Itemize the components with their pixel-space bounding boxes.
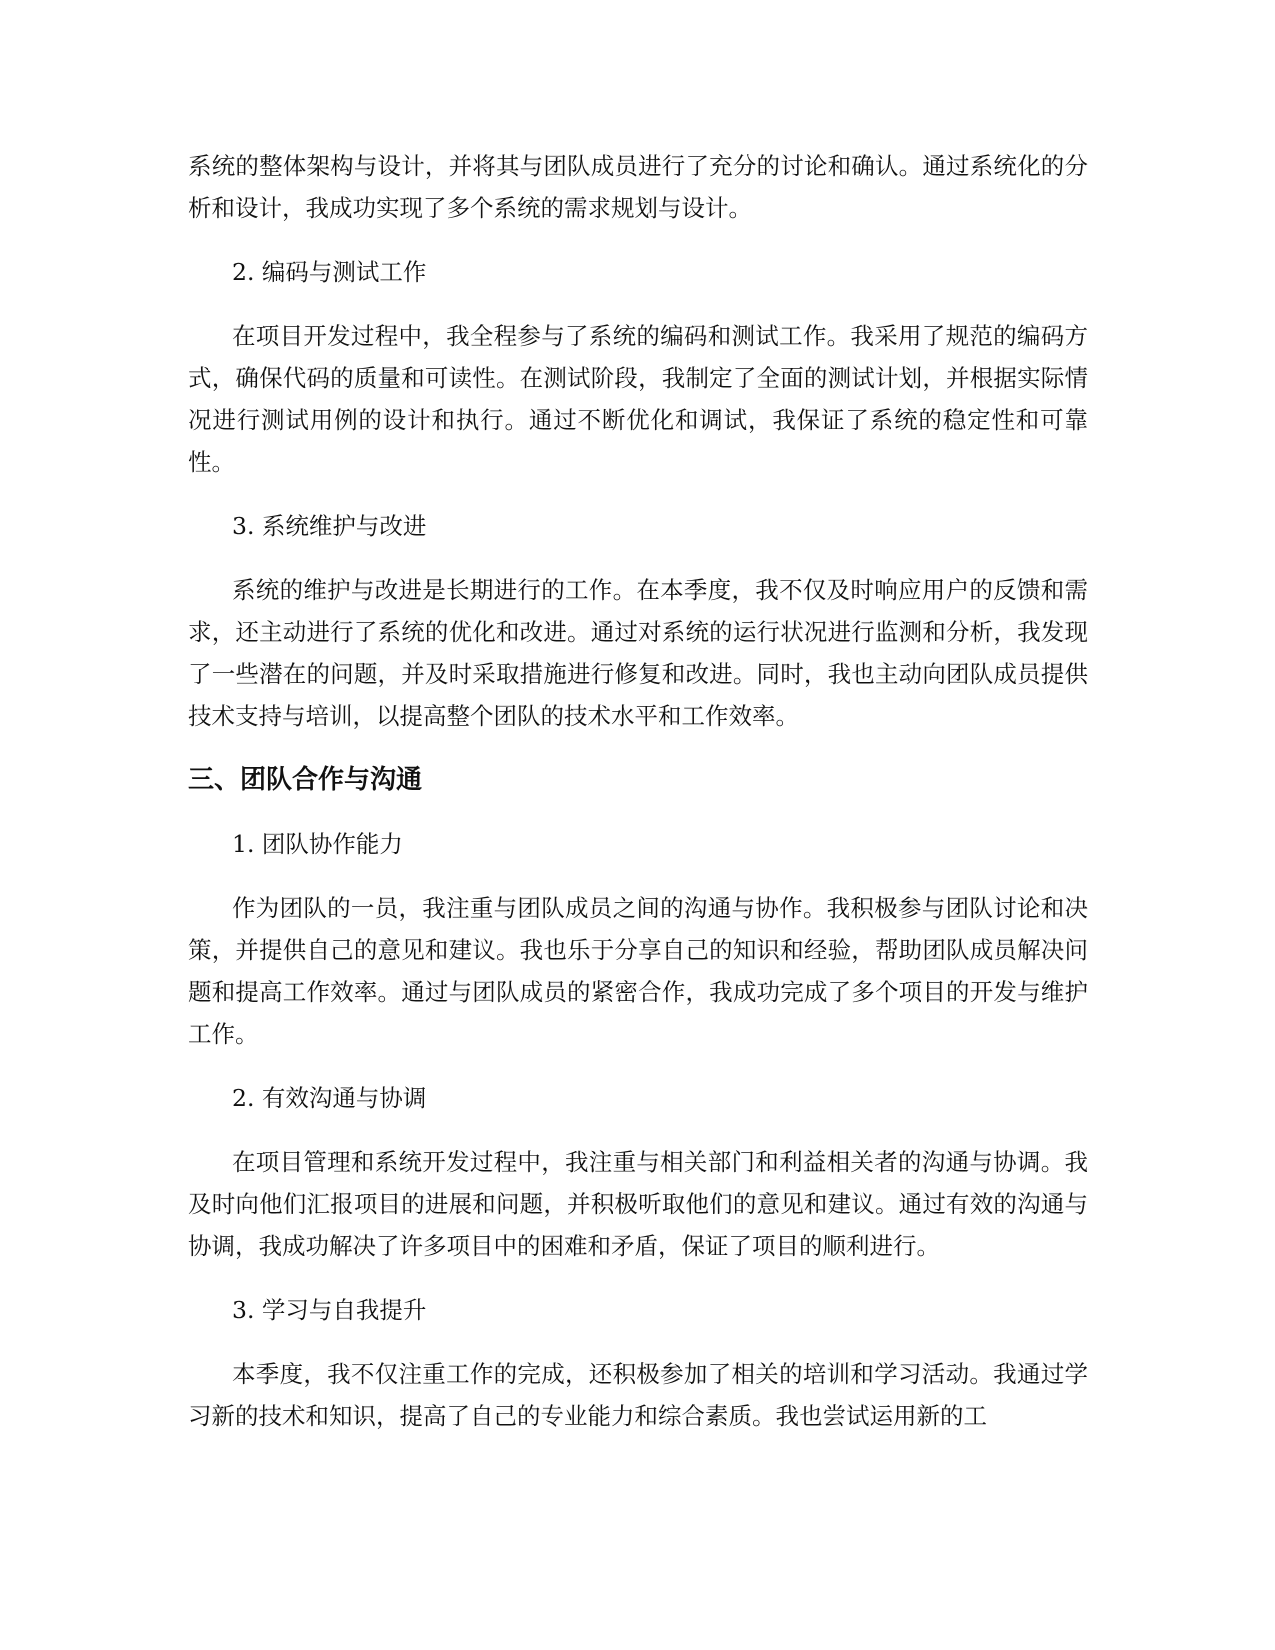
- paragraph-architecture-design: 系统的整体架构与设计，并将其与团队成员进行了充分的讨论和确认。通过系统化的分析和设计，我成功实现了多个系统的需求规划与设计。: [188, 152, 1088, 222]
- subheading-coding-testing: 2. 编码与测试工作: [232, 258, 427, 286]
- subheading-self-improvement: 3. 学习与自我提升: [232, 1296, 427, 1324]
- paragraph-communication: 在项目管理和系统开发过程中，我注重与相关部门和利益相关者的沟通与协调。我及时向他们汇报项目的进展和问题，并积极听取他们的意见和建议。通过有效的沟通与协调，我成功解决了许多项目中的困难和矛盾，保证了项目的顺利进行。: [188, 1148, 1088, 1260]
- paragraph-collaboration: 作为团队的一员，我注重与团队成员之间的沟通与协作。我积极参与团队讨论和决策，并提供自己的意见和建议。我也乐于分享自己的知识和经验，帮助团队成员解决问题和提高工作效率。通过与团队成员的紧密合作，我成功完成了多个项目的开发与维护工作。: [188, 894, 1088, 1048]
- paragraph-coding-testing: 在项目开发过程中，我全程参与了系统的编码和测试工作。我采用了规范的编码方式，确保代码的质量和可读性。在测试阶段，我制定了全面的测试计划，并根据实际情况进行测试用例的设计和执行。通过不断优化和调试，我保证了系统的稳定性和可靠性。: [188, 322, 1088, 476]
- subheading-maintenance: 3. 系统维护与改进: [232, 512, 427, 540]
- paragraph-self-improvement: 本季度，我不仅注重工作的完成，还积极参加了相关的培训和学习活动。我通过学习新的技术和知识，提高了自己的专业能力和综合素质。我也尝试运用新的工: [188, 1360, 1088, 1430]
- subheading-communication: 2. 有效沟通与协调: [232, 1084, 427, 1112]
- section-heading-teamwork: 三、团队合作与沟通: [188, 765, 423, 795]
- subheading-collaboration: 1. 团队协作能力: [232, 830, 403, 858]
- paragraph-maintenance: 系统的维护与改进是长期进行的工作。在本季度，我不仅及时响应用户的反馈和需求，还主动进行了系统的优化和改进。通过对系统的运行状况进行监测和分析，我发现了一些潜在的问题，并及时采取措施进行修复和改进。同时，我也主动向团队成员提供技术支持与培训，以提高整个团队的技术水平和工作效率。: [188, 576, 1088, 730]
- document-page: [188, 145, 1088, 1459]
